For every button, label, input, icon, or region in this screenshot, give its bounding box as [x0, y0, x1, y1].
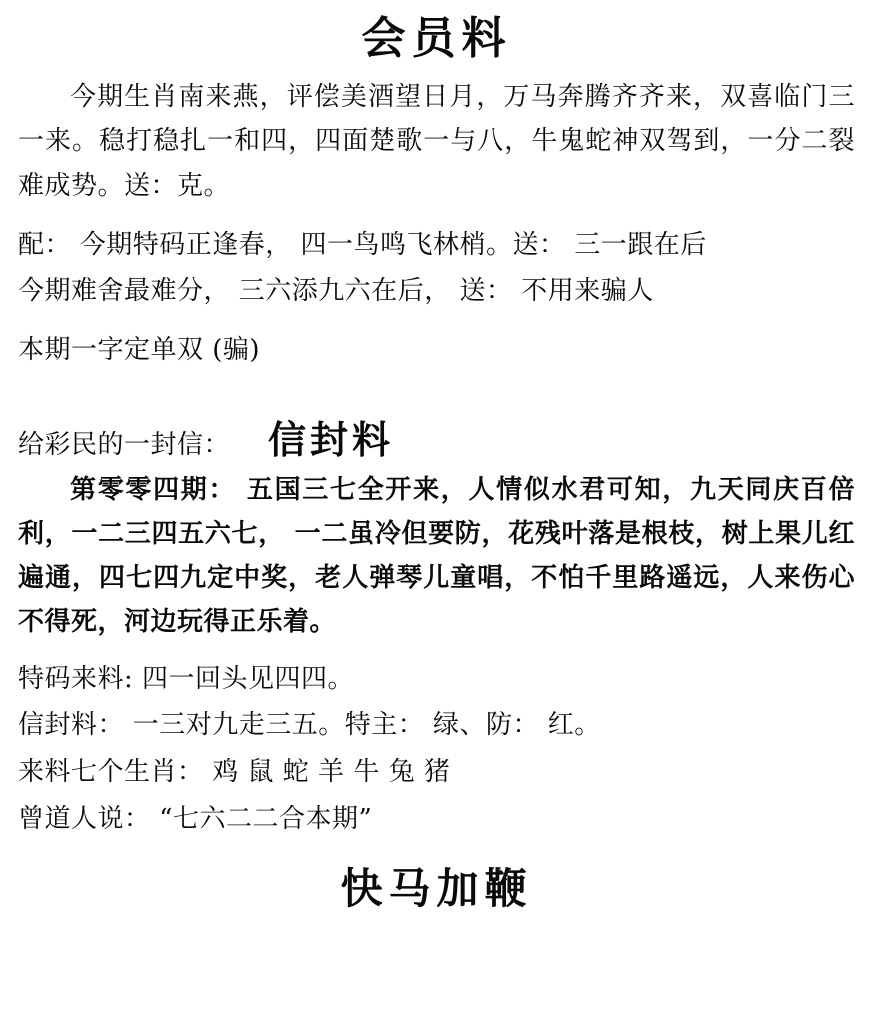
odd-even-line: 本期一字定单双 (骗) — [18, 335, 261, 366]
zodiac-line: 来料七个生肖： 鸡 鼠 蛇 羊 牛 兔 猪 — [18, 757, 451, 788]
hard-split-line: 今期难舍最难分， 三六添九六在后， 送： 不用来骗人 — [18, 276, 654, 307]
quote-line: 曾道人说： “七六二二合本期” — [18, 803, 373, 834]
footer-title: 快马加鞭 — [340, 863, 533, 913]
spacer — [18, 211, 855, 223]
match-line: 配： 今期特码正逢春， 四一鸟鸣飞林梢。送： 三一跟在后 — [18, 229, 707, 260]
spacer — [18, 316, 855, 328]
letter-header — [18, 409, 855, 464]
letter-title: 信封料 — [268, 416, 395, 462]
page-title: 会员料 — [361, 13, 512, 64]
envelope-line: 信封料： 一三对九走三五。特主： 绿、防： 红。 — [18, 710, 601, 741]
spacer — [18, 375, 855, 409]
forecast-paragraph: 今期生肖南来燕，评偿美酒望日月，万马奔腾齐齐来，双喜临门三一来。稳打稳扎一和四，四面楚歌一与八，牛鬼蛇神双驾到，一分二裂难成势。送：克。 — [18, 81, 855, 202]
letter-label: 给彩民的一封信： — [18, 429, 231, 460]
special-code-line: 特码来料: 四一回头见四四。 — [18, 663, 355, 694]
spacer — [18, 645, 855, 657]
issue-body: 第零零四期： 五国三七全开来，人情似水君可知，九天同庆百倍利，一二三四五六七， 一二虽冷但要防，花残叶落是根枝，树上果儿红遍通，四七四九定中奖，老人弹琴儿童唱，不怕千里路遥远，人来伤心不得死，河边玩得正乐着。 — [18, 474, 855, 638]
